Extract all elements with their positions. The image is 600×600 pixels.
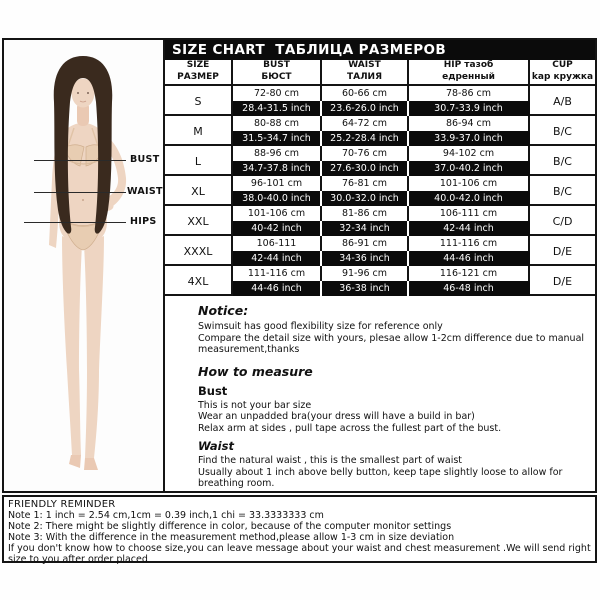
table-row	[165, 176, 595, 206]
reminder-heading: FRIENDLY REMINDER	[8, 499, 116, 510]
size-value: S	[165, 86, 233, 116]
chart-title: SIZE CHART ТАБЛИЦА РАЗМЕРОВ	[165, 40, 595, 60]
header-cup: CUP kар кружка	[531, 60, 594, 82]
friendly-reminder-box	[2, 495, 597, 563]
size-value: XXL	[165, 206, 233, 236]
bust-label: BUST	[130, 154, 160, 165]
cup-value: A/B	[553, 94, 572, 108]
header-hip: HIP тазоб едренный	[409, 60, 530, 84]
waist-cell: 86-91 cm 34-36 inch	[322, 236, 409, 266]
size-value: M	[165, 116, 233, 146]
notice-line: Swimsuit has good flexibility size for reference only	[198, 321, 443, 332]
model-photo	[4, 40, 163, 491]
waist-instruction: Usually about 1 inch above belly button, keep tape slightly loose to allow for breathing room.	[198, 466, 563, 489]
cup-value: B/C	[553, 184, 572, 198]
waist-pointer-line	[34, 192, 126, 193]
bust-pointer-line	[34, 160, 126, 161]
waist-section-title: Waist	[198, 439, 234, 453]
bust-instruction: Relax arm at sides , pull tape across the fullest part of the bust.	[198, 422, 502, 434]
table-row	[165, 236, 595, 266]
size-value: XL	[165, 176, 233, 206]
bust-cell: 72-80 cm 28.4-31.5 inch	[233, 86, 322, 116]
cup-value: D/E	[552, 274, 573, 288]
hips-pointer-line	[24, 222, 126, 223]
table-row	[165, 266, 595, 296]
notice-line: Compare the detail size with yours, plesae allow 1-2cm difference due to manual measurement,thanks	[198, 332, 585, 355]
header-waist: WAIST ТАЛИЯ	[322, 60, 409, 84]
bust-cell: 101-106 cm 40-42 inch	[233, 206, 322, 236]
bust-cell: 111-116 cm 44-46 inch	[233, 266, 322, 296]
waist-cell: 76-81 cm 30.0-32.0 inch	[322, 176, 409, 206]
reminder-note: Note 3: With the difference in the measurement method,please allow 1-3 cm in size deviation	[8, 532, 455, 543]
bust-cell: 80-88 cm 31.5-34.7 inch	[233, 116, 322, 146]
waist-cell: 70-76 cm 27.6-30.0 inch	[322, 146, 409, 176]
table-header-row	[165, 60, 595, 86]
waist-cell: 60-66 cm 23.6-26.0 inch	[322, 86, 409, 116]
model-panel	[4, 40, 165, 491]
hip-cell: 111-116 cm 44-46 inch	[409, 236, 530, 266]
right-panel	[165, 40, 595, 491]
bust-cell: 106-111 42-44 inch	[233, 236, 322, 266]
waist-cell: 81-86 cm 32-34 inch	[322, 206, 409, 236]
hip-cell: 94-102 cm 37.0-40.2 inch	[409, 146, 530, 176]
cup-value: C/D	[552, 214, 573, 228]
hip-cell: 116-121 cm 46-48 inch	[409, 266, 530, 296]
hips-label: HIPS	[130, 216, 157, 227]
hip-cell: 78-86 cm 30.7-33.9 inch	[409, 86, 530, 116]
cup-value: B/C	[553, 124, 572, 138]
notes-section	[165, 296, 595, 491]
reminder-note: Note 2: There might be slightly difference in color, because of the computer monitor settings	[8, 521, 452, 532]
how-to-measure-heading: How to measure	[198, 363, 313, 379]
bust-section-title: Bust	[198, 383, 228, 398]
table-row	[165, 86, 595, 116]
header-bust: BUST БЮСТ	[233, 60, 322, 84]
table-row	[165, 206, 595, 236]
header-size: SIZE РАЗМЕР	[165, 60, 233, 84]
main-box	[2, 38, 597, 493]
bust-instruction: This is not your bar size	[198, 399, 312, 411]
reminder-note: Note 1: 1 inch = 2.54 cm,1cm = 0.39 inch,1 chi = 33.3333333 cm	[8, 510, 324, 521]
size-value: 4XL	[165, 266, 233, 296]
cup-value: D/E	[552, 244, 573, 258]
bust-instruction: Wear an unpadded bra(your dress will have a build in bar)	[198, 411, 475, 422]
reminder-note: If you don't know how to choose size,you can leave message about your waist and chest measurement .We will send right size to you after order placed	[8, 543, 591, 565]
waist-cell: 64-72 cm 25.2-28.4 inch	[322, 116, 409, 146]
hip-cell: 86-94 cm 33.9-37.0 inch	[409, 116, 530, 146]
size-value: XXXL	[165, 236, 233, 266]
table-row	[165, 116, 595, 146]
waist-cell: 91-96 cm 36-38 inch	[322, 266, 409, 296]
size-value: L	[165, 146, 233, 176]
bust-cell: 88-96 cm 34.7-37.8 inch	[233, 146, 322, 176]
bust-cell: 96-101 cm 38.0-40.0 inch	[233, 176, 322, 206]
waist-instruction: Find the natural waist , this is the smallest part of waist	[198, 455, 463, 466]
hip-cell: 101-106 cm 40.0-42.0 inch	[409, 176, 530, 206]
cup-value: B/C	[553, 154, 572, 168]
waist-label: WAIST	[127, 186, 163, 197]
notice-heading: Notice:	[198, 303, 249, 318]
hip-cell: 106-111 cm 42-44 inch	[409, 206, 530, 236]
table-row	[165, 146, 595, 176]
